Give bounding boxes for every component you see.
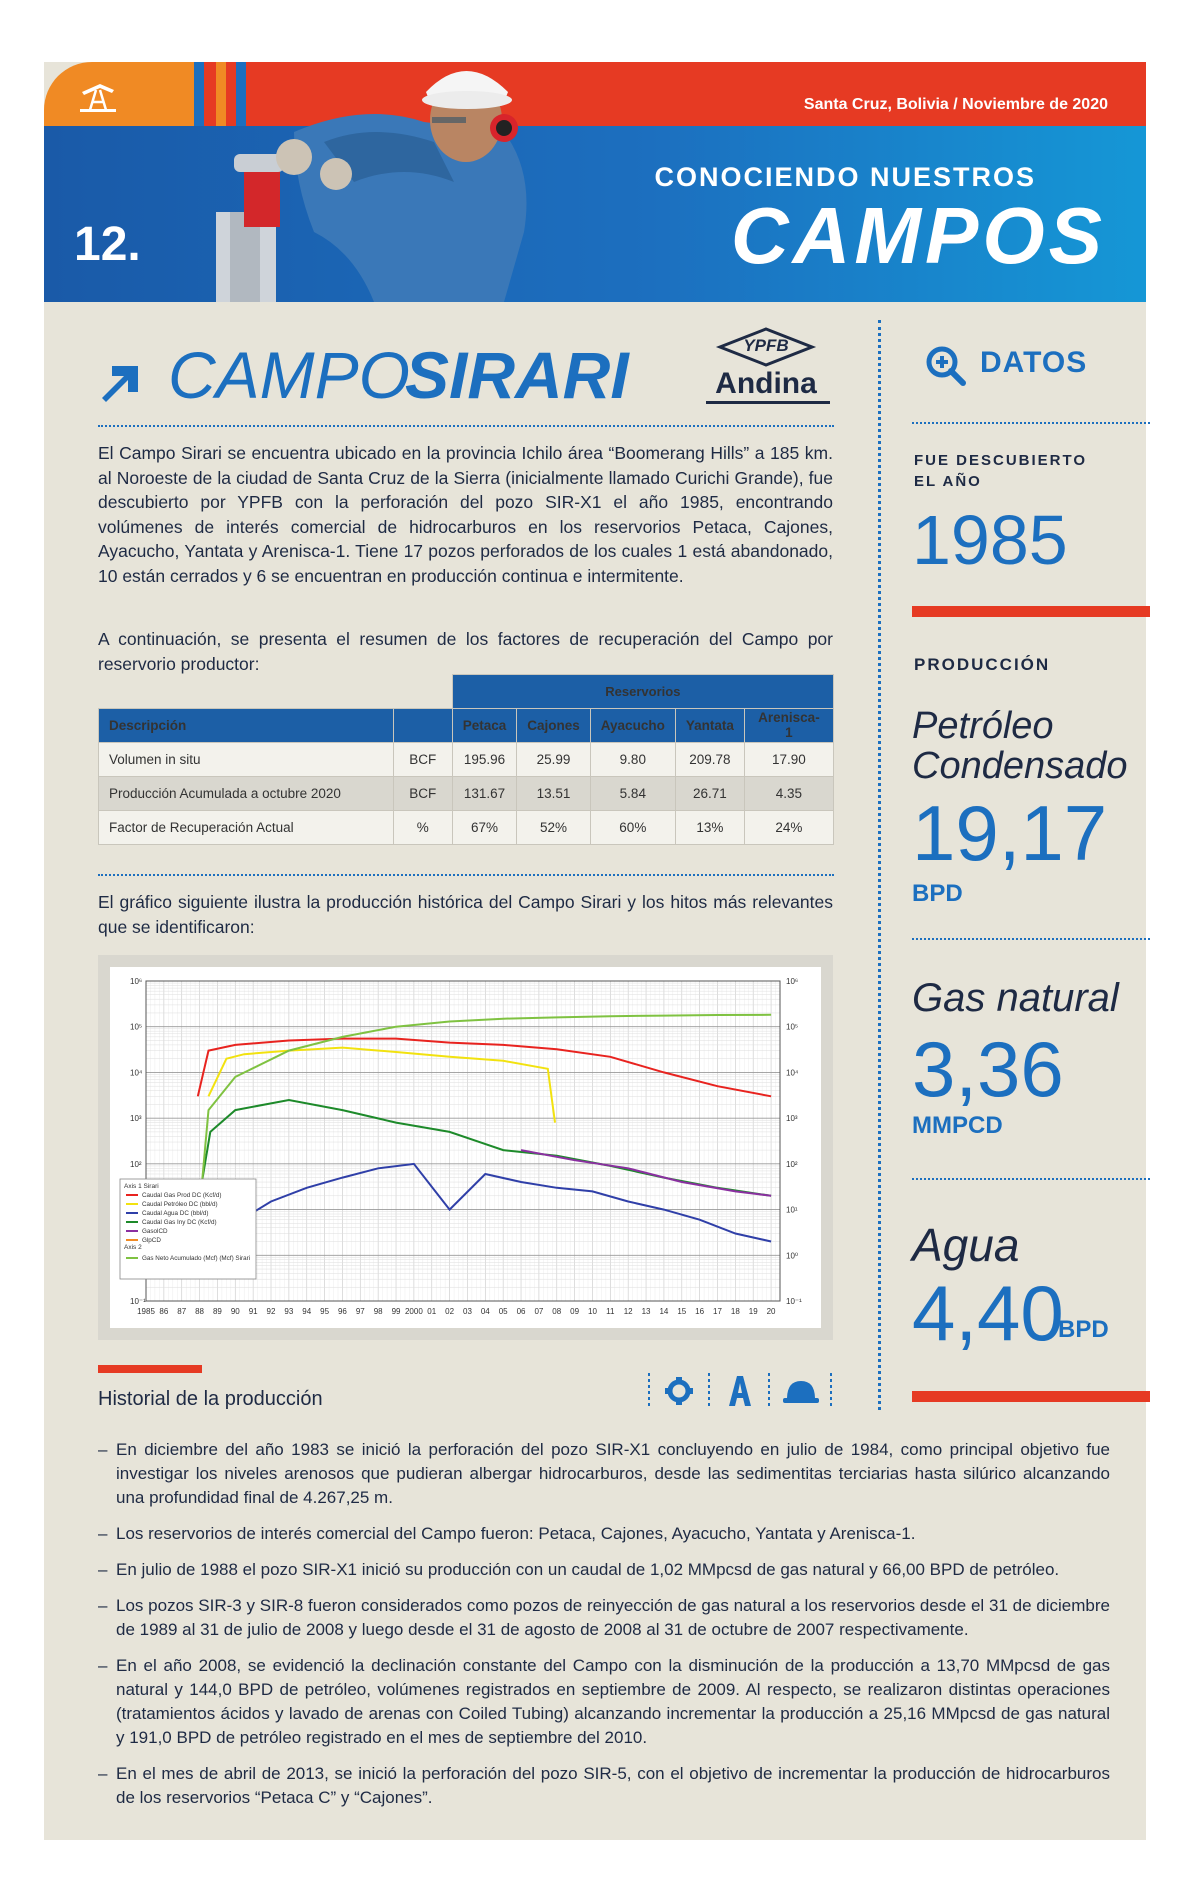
oil-label: Condensado — [912, 745, 1128, 787]
x-tick-label: 07 — [534, 1307, 544, 1316]
ypfb-andina-logo — [700, 325, 832, 407]
history-icons — [647, 1373, 833, 1414]
x-tick-label: 2000 — [404, 1307, 423, 1316]
table-cell: 13% — [675, 810, 744, 844]
gas-value: 3,36 — [912, 1025, 1064, 1113]
y-tick-label: 10³ — [130, 1114, 142, 1124]
helmet-icon — [783, 1379, 819, 1405]
y-tick-label: 10⁶ — [786, 977, 799, 986]
intro-paragraph: El Campo Sirari se encuentra ubicado en la provincia Ichilo área “Boomerang Hills” a 185 km. al Noroeste de la ciudad de Santa Cruz de la Sierra (inicialmente llamado Curichi Grande), fue descubierto por YPFB con la perforación del pozo SIR-X1 el año 1985, encontrando volúmenes de interés comercial de hidrocarburos en los reservorios Petaca, Cajones, Ayacucho, Yantata y Arenisca-1. Tiene 17 pozos perforados de los cuales 1 está abandonado, 10 están cerrados y 6 se encuentran en producción continua e intermitente. — [98, 443, 833, 586]
datos-title: DATOS — [980, 346, 1088, 379]
y-tick-label: 10⁶ — [130, 977, 143, 986]
history-bullet: – Los pozos SIR-3 y SIR-8 fueron considerados como pozos de reinyección de gas natural a los reservorios desde el 31 de diciembre de 1989 al 31 de julio de 2008 y luego desde el 31 de agosto de 2008 al 31 de octubre de 2007 respectivamente. — [98, 1594, 1110, 1642]
x-tick-label: 90 — [230, 1307, 240, 1316]
series-line — [198, 1039, 771, 1097]
header-banner — [44, 62, 1146, 302]
y-tick-label: 10⁴ — [130, 1068, 143, 1078]
x-tick-label: 06 — [516, 1307, 526, 1316]
x-tick-label: 04 — [480, 1307, 490, 1316]
header-stripe — [194, 62, 204, 126]
table-cell: 17.90 — [744, 742, 833, 776]
x-tick-label: 03 — [463, 1307, 472, 1316]
divider — [912, 1178, 1150, 1180]
divider — [98, 425, 834, 427]
table-cell: 195.96 — [452, 742, 517, 776]
gear-icon — [665, 1377, 693, 1405]
campo-title-bold: SIRARI — [405, 338, 629, 412]
recovery-table — [98, 674, 834, 845]
x-tick-label: 86 — [159, 1307, 169, 1316]
legend-entry: GasolCD — [142, 1228, 168, 1235]
x-tick-label: 87 — [177, 1307, 187, 1316]
production-chart-area — [110, 967, 821, 1328]
logo-ypfb-text: YPFB — [743, 336, 789, 355]
water-unit: BPD — [1058, 1316, 1109, 1343]
column-header: Cajones — [517, 708, 591, 742]
legend-axis-label: Axis 1 Sirari — [124, 1183, 159, 1190]
header-title: CAMPOS — [730, 191, 1106, 280]
history-bullet: – En diciembre del año 1983 se inició la perforación del pozo SIR-X1 concluyendo en julio de 1984, como principal objetivo fue investigar los niveles arenosos que pudieran albergar hidrocarburos, desde las sedimentitas terciarias hasta silúrico alcanzando una profundidad final de 4.267,25 m. — [98, 1438, 1110, 1510]
x-tick-label: 14 — [659, 1307, 669, 1316]
unit-header — [393, 708, 452, 742]
x-tick-label: 16 — [695, 1307, 705, 1316]
x-tick-label: 15 — [677, 1307, 687, 1316]
table-intro-paragraph: A continuación, se presenta el resumen de los factores de recuperación del Campo por reservorio productor: — [98, 629, 833, 674]
legend-entry: Gas Neto Acumulado (Mcf) (Mcf) Sirari — [142, 1255, 251, 1262]
x-tick-label: 05 — [498, 1307, 508, 1316]
red-accent-bar — [912, 1391, 1150, 1402]
x-tick-label: 98 — [373, 1307, 383, 1316]
oil-pump-icon — [78, 80, 120, 114]
table-row — [99, 776, 834, 810]
table-cell: Factor de Recuperación Actual — [99, 810, 394, 844]
red-accent-bar — [912, 606, 1150, 617]
table-cell: 4.35 — [744, 776, 833, 810]
reservoirs-group-header: Reservorios — [452, 675, 833, 709]
legend-entry: Caudal Gas Iny DC (Kcf/d) — [142, 1219, 217, 1226]
y-tick-label: 10⁻¹ — [130, 1297, 146, 1306]
table-cell: Volumen in situ — [99, 742, 394, 776]
section-accent-bar — [98, 1365, 202, 1373]
place-date: Santa Cruz, Bolivia / Noviembre de 2020 — [803, 96, 1108, 113]
discovered-label: FUE DESCUBIERTO — [914, 452, 1088, 469]
divider — [912, 422, 1150, 424]
oil-value: 19,17 — [912, 789, 1108, 877]
desc-header: Descripción — [99, 708, 394, 742]
x-tick-label: 18 — [730, 1307, 740, 1316]
legend-axis-label: Axis 2 — [124, 1244, 142, 1251]
history-bullet: – En el mes de abril de 2013, se inició la perforación del pozo SIR-5, con el objetivo de incrementar la producción de hidrocarburos de los reservorios “Petaca C” y “Cajones”. — [98, 1762, 1110, 1810]
divider — [912, 938, 1150, 940]
table-row — [99, 810, 834, 844]
table-cell: 26.71 — [675, 776, 744, 810]
oil-label: Petróleo — [912, 705, 1054, 747]
y-tick-label: 10² — [786, 1159, 798, 1169]
x-tick-label: 93 — [284, 1307, 294, 1316]
column-header: Yantata — [675, 708, 744, 742]
arrow-up-right-icon — [98, 362, 142, 406]
x-tick-label: 10 — [588, 1307, 597, 1316]
table-cell: 24% — [744, 810, 833, 844]
issue-number: 12. — [74, 218, 141, 271]
column-header: Arenisca-1 — [744, 708, 833, 742]
column-header: Ayacucho — [590, 708, 675, 742]
legend-entry: Caudal Agua DC (bbl/d) — [142, 1210, 209, 1217]
table-cell: 9.80 — [590, 742, 675, 776]
x-tick-label: 99 — [391, 1307, 401, 1316]
logo-andina-text: Andina — [715, 367, 817, 400]
y-tick-label: 10⁰ — [786, 1251, 799, 1261]
legend-entry: GlpCD — [142, 1237, 161, 1244]
gas-unit: MMPCD — [912, 1112, 1003, 1139]
y-tick-label: 10⁵ — [786, 1022, 799, 1032]
x-tick-label: 92 — [266, 1307, 276, 1316]
history-bullet: – Los reservorios de interés comercial del Campo fueron: Petaca, Cajones, Ayacucho, Yantata y Arenisca-1. — [98, 1522, 1110, 1546]
y-tick-label: 10³ — [786, 1114, 798, 1124]
x-tick-label: 96 — [337, 1307, 347, 1316]
x-tick-label: 01 — [427, 1307, 437, 1316]
campo-title-light: CAMPO — [168, 338, 411, 412]
y-tick-label: 10⁻¹ — [786, 1297, 802, 1306]
water-value: 4,40 — [912, 1269, 1064, 1357]
table-cell: 5.84 — [590, 776, 675, 810]
table-cell: 13.51 — [517, 776, 591, 810]
table-cell: 67% — [452, 810, 517, 844]
logo-underline — [706, 401, 830, 404]
production-chart — [110, 967, 821, 1328]
gas-label: Gas natural — [912, 976, 1119, 1020]
x-tick-label: 09 — [570, 1307, 580, 1316]
table-cell: Producción Acumulada a octubre 2020 — [99, 776, 394, 810]
legend-entry: Caudal Gas Prod DC (Kcf/d) — [142, 1192, 222, 1199]
y-tick-label: 10² — [130, 1159, 142, 1169]
x-tick-label: 94 — [302, 1307, 312, 1316]
production-label: PRODUCCIÓN — [914, 655, 1051, 674]
table-row — [99, 742, 834, 776]
x-tick-label: 02 — [445, 1307, 455, 1316]
history-title: Historial de la producción — [98, 1388, 323, 1410]
y-tick-label: 10⁴ — [786, 1068, 799, 1078]
table-cell: 60% — [590, 810, 675, 844]
table-cell: % — [393, 810, 452, 844]
oil-unit: BPD — [912, 880, 963, 907]
history-bullets — [98, 1438, 1110, 1822]
letter-a-icon — [727, 1376, 753, 1406]
x-tick-label: 17 — [713, 1307, 722, 1316]
divider — [98, 874, 834, 876]
x-tick-label: 08 — [552, 1307, 562, 1316]
worker-illustration — [204, 62, 624, 302]
x-tick-label: 19 — [748, 1307, 758, 1316]
discovered-label: EL AÑO — [914, 473, 982, 490]
discovered-year: 1985 — [912, 501, 1068, 579]
x-tick-label: 11 — [606, 1307, 615, 1316]
table-cell: BCF — [393, 776, 452, 810]
x-tick-label: 97 — [355, 1307, 365, 1316]
history-bullet: – En el año 2008, se evidenció la declinación constante del Campo con la disminución de la producción a 13,70 MMpcsd de gas natural y 144,0 BPD de petróleo, volúmenes registrados en septiembre de 2009. Al respecto, se realizaron distintas operaciones (tratamientos ácidos y lavado de arenas con Coiled Tubing) alcanzando incrementar la producción a 25,16 MMpcsd de gas natural y 191,0 BPD de petróleo registrado en el mes de septiembre del 2010. — [98, 1654, 1110, 1750]
legend-entry: Caudal Petróleo DC (bbl/d) — [142, 1201, 218, 1208]
x-tick-label: 95 — [320, 1307, 330, 1316]
x-tick-label: 91 — [248, 1307, 258, 1316]
x-tick-label: 88 — [195, 1307, 205, 1316]
table-cell: 25.99 — [517, 742, 591, 776]
header-subtitle: CONOCIENDO NUESTROS — [654, 162, 1036, 192]
table-cell: BCF — [393, 742, 452, 776]
production-chart-frame — [98, 955, 833, 1340]
water-label: Agua — [912, 1219, 1020, 1271]
y-tick-label: 10¹ — [786, 1205, 798, 1215]
history-bullet: – En julio de 1988 el pozo SIR-X1 inició su producción con un caudal de 1,02 MMpcsd de gas natural y 66,00 BPD de petróleo. — [98, 1558, 1110, 1582]
column-header: Petaca — [452, 708, 517, 742]
column-divider — [878, 320, 881, 1410]
table-cell: 131.67 — [452, 776, 517, 810]
x-tick-label: 89 — [212, 1307, 222, 1316]
table-cell: 52% — [517, 810, 591, 844]
table-cell: 209.78 — [675, 742, 744, 776]
search-plus-icon — [925, 345, 967, 387]
x-tick-label: 12 — [623, 1307, 633, 1316]
x-tick-label: 20 — [766, 1307, 776, 1316]
x-tick-label: 13 — [641, 1307, 651, 1316]
y-tick-label: 10⁵ — [130, 1022, 143, 1032]
chart-intro-paragraph: El gráfico siguiente ilustra la producción histórica del Campo Sirari y los hitos más relevantes que se identificaron: — [98, 892, 833, 937]
x-tick-label: 1985 — [137, 1307, 155, 1316]
